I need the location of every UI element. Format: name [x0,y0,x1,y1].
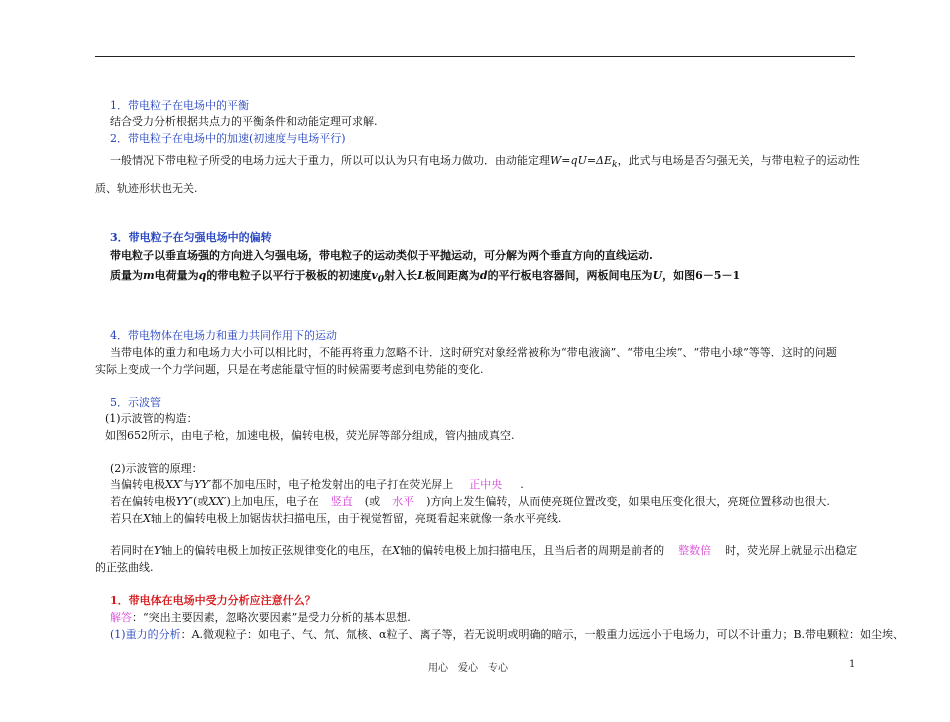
axis-x-2: X [392,544,401,557]
page-number: 1 [849,659,856,670]
electrode-xx-2: XX′ [208,495,227,508]
section-2-text-a: 一般情况下带电粒子所受的电场力远大于重力，所以可以认为只有电场力做功．由动能定理 [110,154,550,167]
section-2-text-b: ，此式与电场是否匀强无关，与带电粒子的运动性 [617,154,860,167]
answer-line [110,610,411,625]
section-1-body: 结合受力分析根据共点力的平衡条件和动能定理可求解. [110,115,378,128]
s3-text-b: 电荷量为 [154,269,199,282]
oscilloscope-para-2 [110,494,830,509]
work-energy-formula: W=qU=ΔE [550,154,613,167]
fill-blank-integer-multiple: 整数倍 [678,544,712,557]
section-3-body-line2 [110,268,740,287]
axis-y: Y [154,544,162,557]
electrode-xx: XX′ [165,478,184,491]
section-3-title: 3．带电粒子在匀强电场中的偏转 [110,231,272,244]
electrode-yy-2: YY′ [176,495,194,508]
oscilloscope-para-4 [110,543,857,558]
footer-motto: 用心 爱心 专心 [428,663,508,674]
section-5-sub1-body: 如图652所示，由电子枪，加速电极，偏转电极，荧光屏等部分组成，管内抽成真空. [105,429,515,442]
p4-text-a: 若同时在 [110,544,154,557]
p1-text-d: . [520,478,524,491]
symbol-L: L [417,269,425,282]
oscilloscope-para-1 [110,477,524,492]
p3-text-a: 若只在 [110,512,143,525]
fill-blank-center: 正中央 [469,478,503,491]
p4-text-b: 轴上的偏转电极上加按正弦规律变化的电压，在 [161,544,393,557]
symbol-v: v [371,269,378,282]
answer-body: ：“突出主要因素，忽略次要因素”是受力分析的基本思想. [132,611,411,624]
section-5-sub2: (2)示波管的原理： [110,462,203,475]
section-4-body-line1: 当带电体的重力和电场力大小可以相比时，不能再将重力忽略不计．这时研究对象经常被称为“带电液滴”、“带电尘埃”、“带电小球”等等．这时的问题 [110,346,837,359]
section-4-title: 4．带电物体在电场力和重力共同作用下的运动 [110,329,337,342]
header-rule [95,56,855,57]
oscilloscope-para-4-line2: 的正弦曲线. [95,561,154,574]
section-3-body-line1: 带电粒子以垂直场强的方向进入匀强电场，带电粒子的运动类似于平抛运动，可分解为两个垂直方向的直线运动. [110,249,653,262]
p1-text-a: 当偏转电极 [110,478,165,491]
section-4-body-line2: 实际上变成一个力学问题，只是在考虑能量守恒的时候需要考虑到电势能的变化. [95,363,484,376]
p2-text-d: (或 [364,495,381,508]
symbol-U: U [652,269,663,282]
section-5-sub1: (1)示波管的构造： [105,412,198,425]
symbol-v-subscript: 0 [377,274,385,286]
section-2-body-line2: 质、轨迹形状也无关. [95,182,198,195]
symbol-m: m [143,269,155,282]
s3-text-d: 射入长 [384,269,418,282]
p4-text-d: 时，荧光屏上就显示出稳定 [725,544,858,557]
section-2-title: 2．带电粒子在电场中的加速(初速度与电场平行) [110,132,346,145]
formula-subscript: k [612,159,618,171]
fill-blank-horizontal: 水平 [392,495,415,508]
answer-label: 解答 [110,611,132,624]
s3-text-e: 板间距离为 [424,269,480,282]
fill-blank-vertical: 竖直 [330,495,353,508]
s3-text-a: 质量为 [110,269,143,282]
gravity-analysis-body: ：A.微观粒子：如电子、气、氘、氚核、α粒子、离子等，若无说明或明确的暗示，一般重力远远小于电场力，可以不计重力；B.带电颗粒：如尘埃、 [180,628,905,641]
p3-text-b: 轴上的偏转电极上加锯齿状扫描电压，由于视觉暂留，亮斑看起来就像一条水平亮线. [150,512,562,525]
p4-text-c: 轴的偏转电极上加扫描电压，且当后者的周期是前者的 [400,544,665,557]
p2-text-e: )方向上发生偏转，从而使亮斑位置改变，如果电压变化很大，亮斑位置移动也很大. [426,495,830,508]
gravity-analysis-line [110,627,904,642]
symbol-d: d [479,269,488,282]
p2-text-a: 若在偏转电极 [110,495,176,508]
s3-text-f: 的平行板电容器间，两板间电压为 [487,269,653,282]
section-1-title: 1．带电粒子在电场中的平衡 [110,99,249,112]
s3-text-g: ，如图6－5－1 [662,269,741,282]
gravity-analysis-label: (1)重力的分析 [110,628,181,641]
p2-text-c: )上加电压，电子在 [226,495,319,508]
oscilloscope-para-3 [110,511,561,526]
axis-x: X [143,512,151,525]
section-2-body-line1 [110,153,860,172]
p2-text-b: (或 [193,495,209,508]
symbol-q: q [198,269,207,282]
electrode-yy: YY′ [194,478,212,491]
question-1-title: 1．带电体在电场中受力分析应注意什么？ [110,594,316,607]
p1-text-b: 与 [183,478,195,491]
p1-text-c: 都不加电压时，电子枪发射出的电子打在荧光屏上 [211,478,454,491]
s3-text-c: 的带电粒子以平行于极板的初速度 [206,269,372,282]
section-5-title: 5．示波管 [110,396,161,409]
